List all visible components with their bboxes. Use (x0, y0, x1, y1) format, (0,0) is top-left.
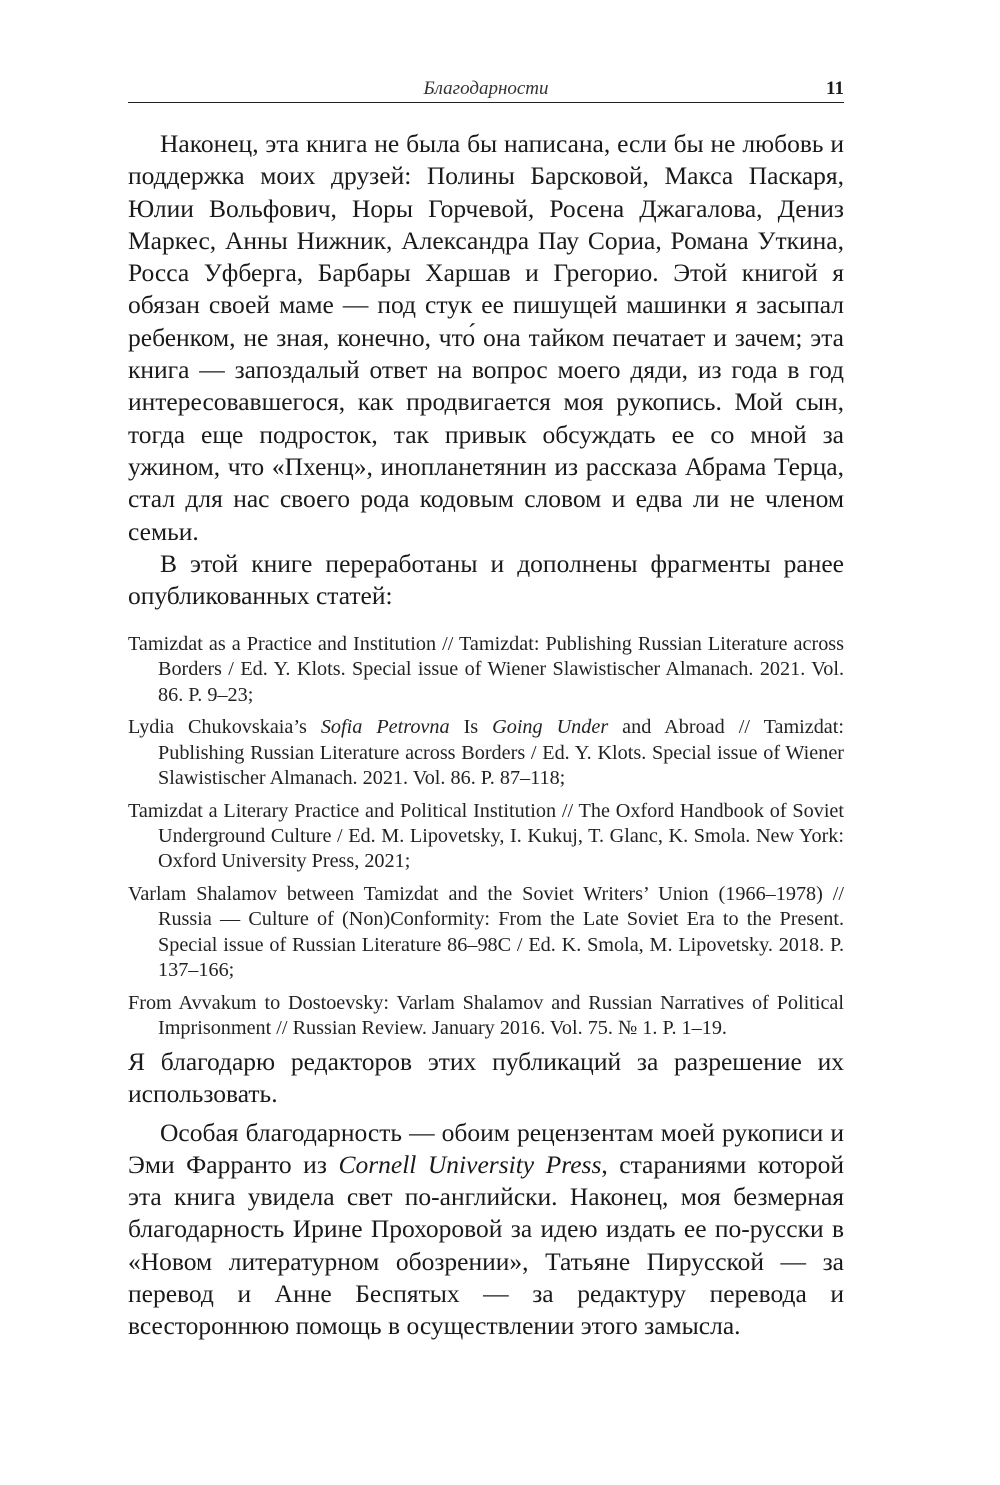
paragraph-friends: Наконец, эта книга не была бы написана, если бы не любовь и поддержка моих друзей: Полины Барсковой, Макса Паскаря, Юлии Вольфович, Норы Горчевой, Росена Джагалова, Дениз Маркес, Анны Нижник, Александра Пау Сориа, Романа Уткина, Росса Уфберга, Барбары Харшав и Грегорио. Этой книгой я обязан своей маме — под стук ее пишущей машинки я засыпал ребенком, не зная, конечно, что́ она тайком печатает и зачем; эта книга — запоздалый ответ на вопрос моего дяди, из года в год интересовавшегося, как продвигается моя рукопись. Мой сын, тогда еще подросток, так привык обсуждать ее со мной за ужином, что «Пхенц», инопланетянин из рассказа Абрама Терца, стал для нас своего рода кодовым словом и едва ли не членом семьи. (128, 129, 844, 546)
main-text-bottom (128, 1046, 844, 1343)
reference-text: Is (449, 716, 493, 739)
reference-item: Tamizdat a Literary Practice and Political Institution // The Oxford Handbook of Soviet Underground Culture / Ed. M. Lipovetsky, I. Kukuj, T. Glanc, K. Smola. New York: Oxford University Press, 2021; (128, 799, 844, 873)
reference-item (128, 715, 844, 791)
reference-italic-title: Going Under (492, 716, 609, 739)
main-text-top (128, 128, 844, 612)
reference-item: From Avvakum to Dostoevsky: Varlam Shalamov and Russian Narratives of Political Imprisonment // Russian Review. January 2016. Vol. 75. № 1. P. 1–19. (128, 991, 844, 1040)
reference-italic-title: Sofia Petrovna (320, 716, 450, 739)
paragraph-special-thanks (128, 1117, 844, 1343)
running-header (128, 72, 844, 102)
header-rule (128, 102, 844, 103)
page-number: 11 (826, 78, 844, 99)
paragraph-editors: Я благодарю редакторов этих публикаций за разрешение их использовать. (128, 1047, 844, 1109)
running-title: Благодарности (423, 78, 549, 99)
paragraph-previous-publications: В этой книге переработаны и дополнены фрагменты ранее опубликованных статей: (128, 548, 844, 611)
paragraph-text: Особая благодарность — обоим рецензентам моей рукописи и Эми Фарранто из (128, 1117, 844, 1179)
reference-text: and Abroad // Tamizdat: Publishing Russian Literature across Borders / Ed. Y. Klots. Special issue of Wiener Slawistischer Almanach. 2021. Vol. 86. P. 87–118; (158, 716, 844, 789)
reference-text: Lydia Chukovskaia’s (128, 716, 321, 739)
reference-list (128, 632, 844, 1049)
paragraph-text: , стараниями которой эта книга увидела свет по-английски. Наконец, моя безмерная благодарность Ирине Прохоровой за идею издать ее по-русски в «Новом литературном обозрении», Татьяне Пирусской — за перевод и Анне Беспятых — за редактуру перевода и всестороннюю помощь в осуществлении этого замысла. (128, 1149, 844, 1341)
reference-item: Tamizdat as a Practice and Institution // Tamizdat: Publishing Russian Literature across Borders / Ed. Y. Klots. Special issue of Wiener Slawistischer Almanach. 2021. Vol. 86. P. 9–23; (128, 633, 844, 706)
reference-item: Varlam Shalamov between Tamizdat and the Soviet Writers’ Union (1966–1978) // Russia — Culture of (Non)Conformity: From the Late Soviet Era to the Present. Special issue of Russian Literature 86–98C / Ed. K. Smola, M. Lipovetsky. 2018. P. 137–166; (128, 883, 844, 982)
publisher-name: Cornell University Press (338, 1149, 602, 1179)
